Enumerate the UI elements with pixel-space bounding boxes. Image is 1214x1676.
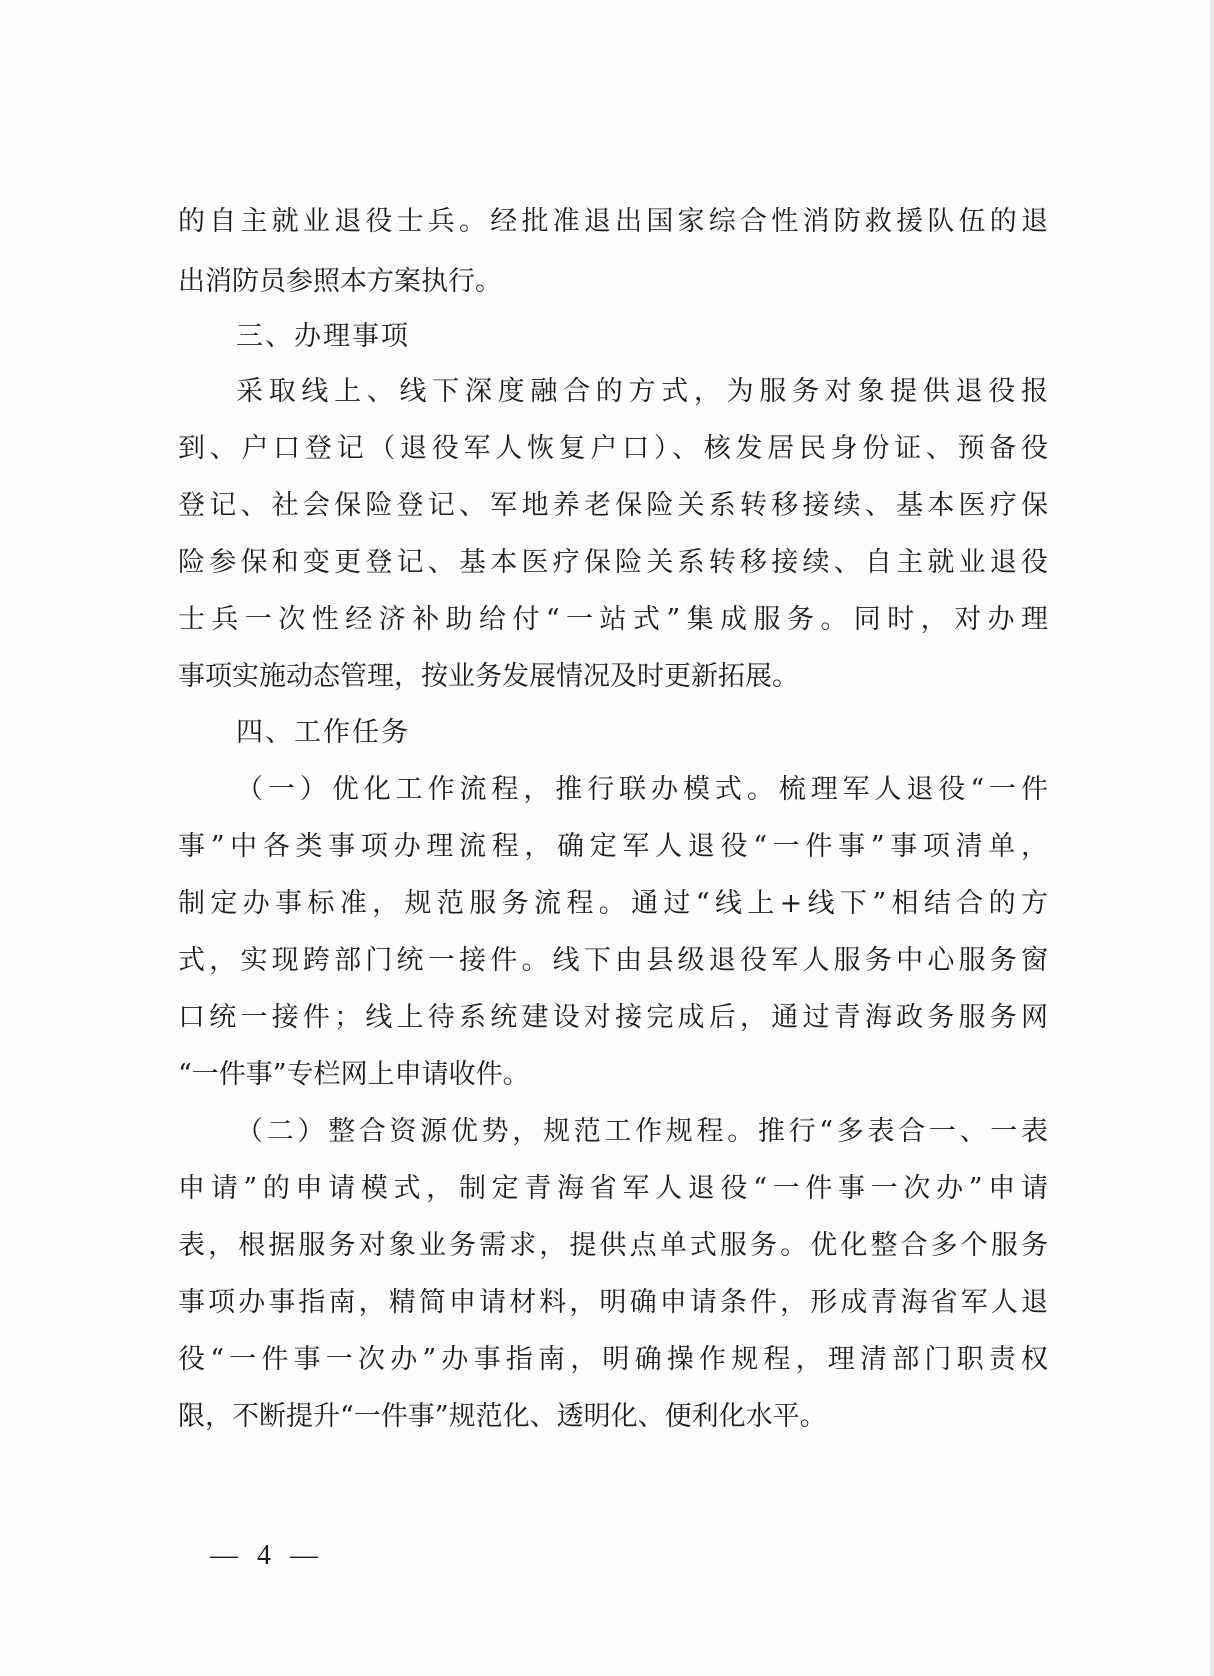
paragraph-line: 申请”的申请模式，制定青海省军人退役“一件事一次办”申请 <box>178 1173 1048 1204</box>
paragraph-line: （二）整合资源优势，规范工作规程。推行“多表合一、一表 <box>236 1116 1048 1147</box>
paragraph-line: 士兵一次性经济补助给付“一站式”集成服务。同时，对办理 <box>178 604 1048 635</box>
paragraph-line: 限，不断提升“一件事”规范化、透明化、便利化水平。 <box>178 1401 827 1432</box>
paragraph-line: 采取线上、线下深度融合的方式，为服务对象提供退役报 <box>236 376 1048 407</box>
paragraph-line: “一件事”专栏网上申请收件。 <box>178 1059 530 1090</box>
paragraph-line: 役“一件事一次办”办事指南，明确操作规程，理清部门职责权 <box>178 1344 1048 1375</box>
paragraph-line: 登记、社会保险登记、军地养老保险关系转移接续、基本医疗保 <box>178 490 1048 521</box>
page-edge <box>1210 0 1214 1676</box>
paragraph-line: 到、户口登记（退役军人恢复户口）、核发居民身份证、预备役 <box>178 433 1048 464</box>
paragraph-line: 表，根据服务对象业务需求，提供点单式服务。优化整合多个服务 <box>178 1230 1048 1261</box>
paragraph-line: 式，实现跨部门统一接件。线下由县级退役军人服务中心服务窗 <box>178 945 1048 976</box>
paragraph-line: 事”中各类事项办理流程，确定军人退役“一件事”事项清单， <box>178 831 1048 862</box>
paragraph-line: （一）优化工作流程，推行联办模式。梳理军人退役“一件 <box>236 774 1048 805</box>
paragraph-line: 事项办事指南，精简申请材料，明确申请条件，形成青海省军人退 <box>178 1287 1048 1318</box>
page-number: — 4 — <box>210 1540 324 1571</box>
paragraph-line: 出消防员参照本方案执行。 <box>178 266 502 297</box>
section-heading-3: 三、办理事项 <box>236 321 410 352</box>
paragraph-line: 制定办事标准，规范服务流程。通过“线上+线下”相结合的方 <box>178 888 1048 919</box>
paragraph-line: 事项实施动态管理，按业务发展情况及时更新拓展。 <box>178 661 799 692</box>
section-heading-4: 四、工作任务 <box>236 717 410 748</box>
paragraph-line: 口统一接件；线上待系统建设对接完成后，通过青海政务服务网 <box>178 1002 1048 1033</box>
paragraph-line: 险参保和变更登记、基本医疗保险关系转移接续、自主就业退役 <box>178 547 1048 578</box>
paragraph-line: 的自主就业退役士兵。经批准退出国家综合性消防救援队伍的退 <box>178 206 1048 237</box>
